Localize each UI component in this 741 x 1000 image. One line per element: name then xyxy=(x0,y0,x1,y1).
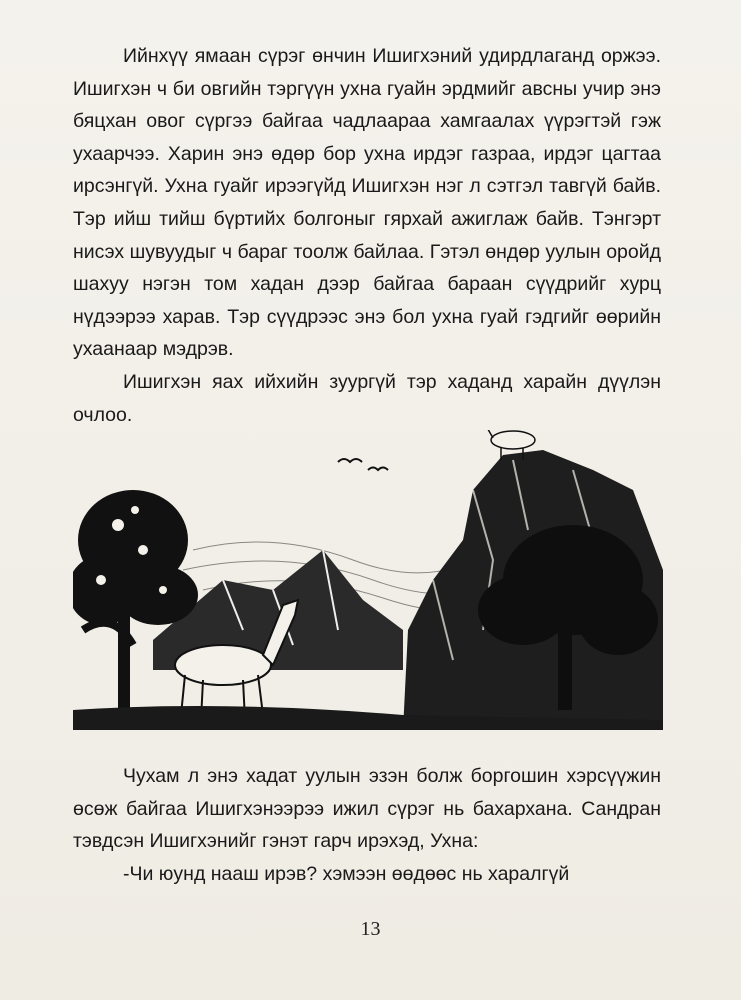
paragraph-1: Ийнхүү ямаан сүрэг өнчин Ишигхэний удирдлаганд оржээ. Ишигхэн ч би овгийн тэргүүн ухна гуайн эрдмийг авсны учир энэ бяцхан овог сүргээ байгаа чадлаараа хамгаалах үүрэгтэй гэж ухаарчээ. Харин энэ өдөр бор ухна ирдэг газраа, ирдэг цагтаа ирсэнгүй. Ухна гуайг ирээгүйд Ишигхэн нэг л сэтгэл тавгүй байв. Тэр ийш тийш бүртийх болгоныг гярхай ажиглаж байв. Тэнгэрт нисэх шувуудыг ч бараг тоолж байлаа. Гэтэл өндөр уулын оройд шахуу нэгэн том хадан дээр байгаа бараан сүүдрийг хурц нүдээрээ харав. Тэр сүүдрээс энэ бол ухна гуай гэдгийг өөрийн ухаанаар мэдрэв. xyxy=(73,45,661,361)
text-block-bottom xyxy=(73,760,661,890)
illustration-goats-mountain xyxy=(73,430,663,730)
birds xyxy=(338,459,388,470)
paragraph-4: -Чи юунд нааш ирэв? хэмээн өөдөөс нь харалгүй xyxy=(123,862,570,885)
paragraph-2: Ишигхэн яах ийхийн зуургүй тэр хаданд харайн дүүлэн очлоо. xyxy=(73,370,661,426)
page-number: 13 xyxy=(360,918,381,940)
left-tree xyxy=(73,490,198,710)
text-block-top xyxy=(73,40,661,431)
paragraph-3: Чухам л энэ хадат уулын эзэн болж боргошин хэрсүүжин өсөж байгаа Ишигхэнээрээ ижил сүрэг нь бахархана. Сандран тэвдсэн Ишигхэнийг гэнэт гарч ирэхэд, Ухна: xyxy=(73,765,661,853)
